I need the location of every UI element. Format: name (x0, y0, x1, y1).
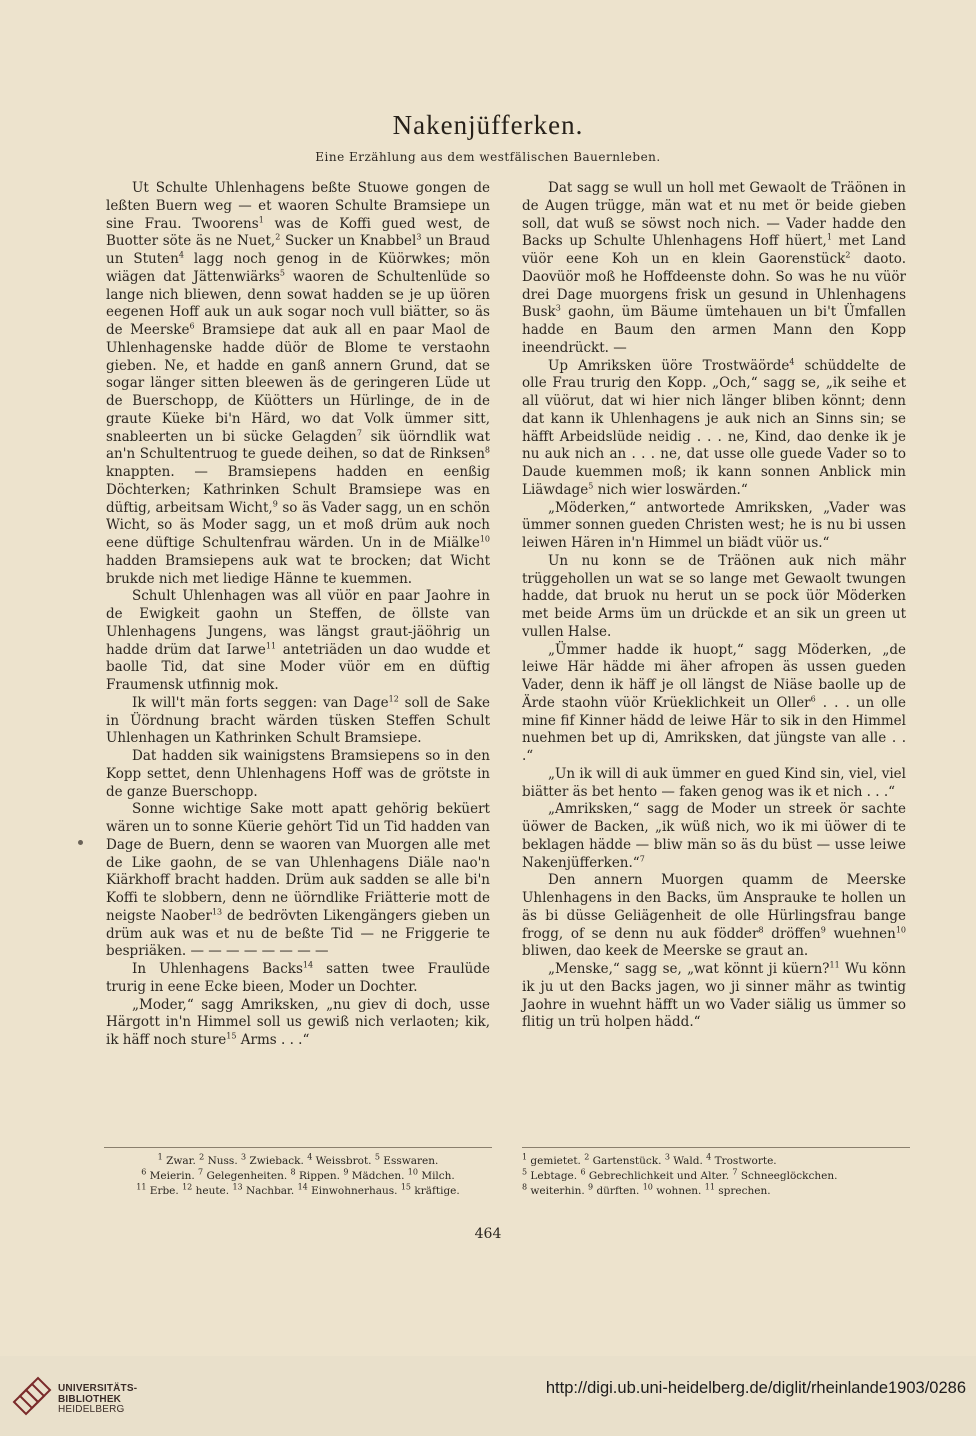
footnote-ref: 11 (265, 641, 277, 650)
footnote-rule (522, 1147, 910, 1148)
footnote-ref: 14 (297, 1182, 308, 1192)
footnote-ref: 2 (199, 1152, 205, 1162)
footnote-ref: 15 (226, 1031, 237, 1041)
library-line-3: HEIDELBERG (58, 1404, 125, 1415)
footnote-ref: 8 (484, 445, 490, 455)
footnote-ref: 6 (580, 1167, 586, 1177)
university-library-logo-icon (10, 1372, 56, 1418)
paragraph: Un nu konn se de Träönen auk nich mähr trüggehollen un wat se so lange met Gewaolt twungen hadde, dat bruok nu herut un se pock üör Möderken met beide Arms üm un drückde et an sik un green ut vullen Halse. (522, 552, 906, 640)
footnote-line: $^1$ Zwar. $^2$ Nuss. $^3$ Zwieback. $^4$ Weissbrot. $^5$ Esswaren. (157, 1152, 439, 1167)
footnote-ref: 10 (407, 1167, 418, 1177)
footnote-ref: 6 (810, 694, 816, 704)
footnote-ref: 12 (388, 694, 399, 704)
paragraph: „Möderken,“ antwortede Amriksken, „Vader was ümmer sonnen gueden Christen west; he is nu bi ussen leiwen Hären in'n Himmel un biädt vüör us.“ (522, 499, 906, 551)
footnote-ref: 5 (374, 1152, 380, 1162)
footnote-line: $^{11}$ Erbe. $^{12}$ heute. $^{13}$ Nachbar. $^{14}$ Einwohnerhaus. $^{15}$ kräftige. (136, 1182, 460, 1197)
footnote-ref: 9 (272, 499, 278, 508)
footnote-ref: 14 (302, 960, 314, 970)
footnote-ref: 7 (732, 1167, 738, 1177)
page-number: 464 (474, 1226, 502, 1242)
paragraph: In Uhlenhagens Backs$^{14}$ satten twee Fraulüde trurig in eene Ecke bieen, Moder un Dochter. (106, 960, 490, 995)
footnote-ref: 8 (758, 925, 764, 934)
right-text-column (522, 180, 906, 1032)
footnote-ref: 7 (198, 1167, 204, 1177)
footnote-ref: 9 (588, 1182, 594, 1192)
paragraph: „Menske,“ sagg se, „wat könnt ji küern?$^{11}$ Wu könn ik ju ut den Backs jagen, wo ji sinner mähr as twintig Jaohre in wuehnt häfft un wo Vader siälig us ümmer so flitig un trü holpen hädd.“ (522, 960, 906, 1031)
footnote-ref: 7 (639, 854, 645, 863)
footnote-ref: 7 (356, 428, 362, 437)
library-line-2: BIBLIOTHEK (58, 1393, 122, 1405)
footnote-ref: 13 (211, 907, 223, 917)
left-text-column (106, 180, 490, 1050)
footnote-ref: 11 (136, 1182, 147, 1192)
paragraph: Dat sagg se wull un holl met Gewaolt de Träönen in de Augen trügge, män wat et nu met ör beide gieben soll, dat wuß se söwst noch nich. — Vader hadde den Backs up Schulte Uhlenhagens Hoff hüert,$^1$ met Land vüör eene Koh un en klein Gaorenstück$^2$ daoto. Daovüör moß he Hoffdeenste dohn. So was he nu vüör drei Dage muorgens frisk un gesund in Uhlenhagens Busk$^3$ gaohn, üm Bäume ümtehauen un bi't Ümfallen hadde en Baum den armen Mann den Kopp ineendrückt. — (522, 180, 906, 356)
paragraph: Den annern Muorgen quamm de Meerske Uhlenhagens in den Backs, üm Ansprauke te hollen un äs bi düsse Geliägenheit de olle Hürlingsfrau bange frogg, of se denn nu auk födder$^8$ dröffen$^9$ wuehnen$^{10}$ bliwen, dao keek de Meerske se graut an. (522, 872, 906, 960)
footnote-ref: 4 (706, 1152, 712, 1162)
footnote-ref: 3 (555, 303, 561, 313)
paragraph: Sonne wichtige Sake mott apatt gehörig beküert wären un to sonne Küerie gehört Tid un Tid hadden van Dage de Buern, denn se waoren van Muorgen alle met de Like gaohn, de se van Uhlenhagens Diäle nao'n Kiärkhoff bracht hadden. Drüm auk sadden se alle bi'n Koffi te slobbern, denn ne üörndlike Friätterie mott de neigste Naober$^{13}$ de bedrövten Likengängers gieben un drüm auk was et nu de beßte Tid — ne Friggerie te bespriäken. — — — — — — — — (106, 801, 490, 960)
footnotes-right (522, 1154, 910, 1199)
footnote-ref: 8 (290, 1167, 296, 1177)
paragraph: Schult Uhlenhagen was all vüör en paar Jaohre in de Ewigkeit gaohn un Steffen, de öllste van Uhlenhagens Jungens, was längst graut-jäöhrig un hadde drüm dat Iarwe$^{11}$ antetriäden un dao wudde et baolle Tid, dat sine Moder vüör em en düftig Fraumensk utfinnig mok. (106, 588, 490, 693)
footnote-ref: 4 (789, 357, 795, 366)
footnote-ref: 8 (522, 1182, 528, 1192)
footnote-ref: 6 (189, 321, 195, 331)
footnote-ref: 6 (141, 1167, 147, 1177)
scan-speck (78, 840, 83, 845)
footnote-line: $^5$ Lebtage. $^6$ Gebrechlichkeit und Alter. $^7$ Schneeglöckchen. (522, 1167, 838, 1182)
footnote-ref: 3 (664, 1152, 670, 1162)
footnote-ref: 2 (275, 232, 281, 242)
paragraph: Ik will't män forts seggen: van Dage$^{12}$ soll de Sake in Üördnung bracht wärden tüsken Steffen Schult Uhlenhagen un Kathrinken Schult Bramsiepe. (106, 694, 490, 747)
paragraph: „Un ik will di auk ümmer en gued Kind sin, viel, viel biätter äs bet hento — faken genog was ik et nich . . .“ (522, 765, 906, 800)
footnote-ref: 2 (845, 250, 851, 260)
library-name (58, 1384, 137, 1416)
paragraph: Dat hadden sik wainigstens Bramsiepens so in den Kopp settet, denn Uhlenhagens Hoff was de grötste in de ganze Buerschopp. (106, 748, 490, 800)
footnote-ref: 1 (522, 1152, 528, 1162)
footnote-ref: 5 (588, 481, 594, 491)
subtitle: Eine Erzählung aus dem westfälischen Bauernleben. (315, 150, 661, 164)
footnote-ref: 3 (416, 232, 422, 242)
footnote-ref: 11 (829, 960, 840, 970)
footnote-ref: 4 (178, 250, 184, 260)
footnote-ref: 10 (895, 925, 906, 934)
paragraph: „Moder,“ sagg Amriksken, „nu giev di doch, usse Härgott in'n Himmel soll us gewiß nich verlaoten; kik, ik häff noch sture$^{15}$ Arms . . .“ (106, 996, 490, 1048)
paragraph: „Ümmer hadde ik huopt,“ sagg Möderken, „de leiwe Här hädde mi äher afropen äs ussen gueden Vader, denn ik häff je oll längst de Niäse baolle up de Ärde staohn vüör Krüeklichkeit un Oller$^6$ . . . un olle mine fif Kinner hädd de leiwe Här to sik in den Himmel nuehmen bet up di, Amriksken, dat jüngste van alle . . .“ (522, 641, 906, 764)
paragraph: Ut Schulte Uhlenhagens beßte Stuowe gongen de leßten Buern weg — et waoren Schulte Bramsiepe un sine Frau. Twoorens$^1$ was de Koffi gued west, de Buotter söte äs ne Nuet,$^2$ Sucker un Knabbel$^3$ un Braud un Stuten$^4$ lagg noch genog in de Küörwkes; mön wiägen dat Jättenwiärks$^5$ waoren de Schultenlüde so lange nich bliewen, denn sowat hadden se je up üören eegenen Hoff auk un auk sogar noch vull biätter, so äs de Meerske$^6$ Bramsiepe dat auk all en paar Maol de Uhlenhagenske hadde düör de Blome te verstaohn gieben. Ne, et hadde en ganß annern Grund, dat se sogar länger sitten bleewen äs de geringeren Lüde ut de Buerschopp, de Küötters un Hürlinge, de in de graute Küeke bi'n Härd, wo dat Volk ümmer sitt, snableerten un bi sücke Gelagden$^7$ sik üörndlik wat an'n Schultentruog te guede deihen, so dat de Rinksen$^8$ knappten. — Bramsiepens hadden en eenßig Döchterken; Kathrinken Schult Bramsiepe was en düftig, arbeitsam Wicht,$^9$ so äs Vader sagg, un en schön Wicht, so äs Moder sagg, un et moß drüm auk noch eene düftige Schultenfrau wärden. Un in de Miälke$^{10}$ hadden Bramsiepens auk wat te brocken; dat Wicht brukde nich met liedige Hänne te kuemmen. (106, 180, 491, 587)
footnote-ref: 1 (826, 232, 832, 242)
footnote-ref: 9 (820, 925, 826, 934)
footnote-ref: 5 (522, 1167, 528, 1177)
source-url[interactable]: http://digi.ub.uni-heidelberg.de/diglit/rheinlande1903/0286 (545, 1379, 966, 1397)
footnote-ref: 5 (279, 268, 286, 278)
footnote-ref: 1 (258, 215, 264, 224)
paragraph: Up Amriksken üöre Trostwäörde$^4$ schüddelte de olle Frau trurig den Kopp. „Och,“ sagg se, „ik seihe et all vüörut, dat wi hier nich länger bliben könnt; denn dat kann ik Uhlenhagens je auk nich an Sinns sin; se häfft Arbeidslüde neidig . . . ne, Kind, dao denke ik je nu auk nich an . . . ne, dat usse olle guede Vader so to Daude kuemmen moß; ik kann sonnen Anblick min Liäwdage$^5$ nich wier loswärden.“ (522, 357, 906, 498)
footnotes-left (104, 1154, 492, 1199)
footnote-line: $^8$ weiterhin. $^9$ dürften. $^{10}$ wohnen. $^{11}$ sprechen. (522, 1182, 771, 1197)
footnote-ref: 2 (584, 1152, 590, 1162)
footnote-rule (104, 1147, 492, 1148)
footnote-ref: 3 (241, 1152, 247, 1162)
footnote-line: $^6$ Meierin. $^7$ Gelegenheiten. $^8$ Rippen. $^9$ Mädchen. $^{10}$ Milch. (141, 1167, 455, 1182)
footnote-ref: 4 (307, 1152, 313, 1162)
footnote-ref: 9 (343, 1167, 349, 1177)
footnote-ref: 1 (157, 1152, 163, 1162)
footnote-ref: 10 (479, 534, 490, 544)
library-line-1: UNIVERSITÄTS- (58, 1383, 138, 1394)
footnote-ref: 12 (182, 1182, 193, 1192)
paragraph: „Amriksken,“ sagg de Moder un streek ör sachte üöwer de Backen, „ik wüß nich, wo ik mi üöwer di te beklagen hädde — bliw män so äs du büst — usse leiwe Nakenjüfferken.“$^7$ (522, 801, 906, 871)
footnote-line: $^1$ gemietet. $^2$ Gartenstück. $^3$ Wald. $^4$ Trostworte. (522, 1152, 777, 1167)
footnote-ref: 13 (232, 1182, 243, 1192)
footnote-ref: 15 (400, 1182, 412, 1192)
footnote-ref: 10 (642, 1182, 653, 1192)
footnote-ref: 11 (704, 1182, 715, 1192)
page-title: Nakenjüfferken. (392, 110, 584, 140)
